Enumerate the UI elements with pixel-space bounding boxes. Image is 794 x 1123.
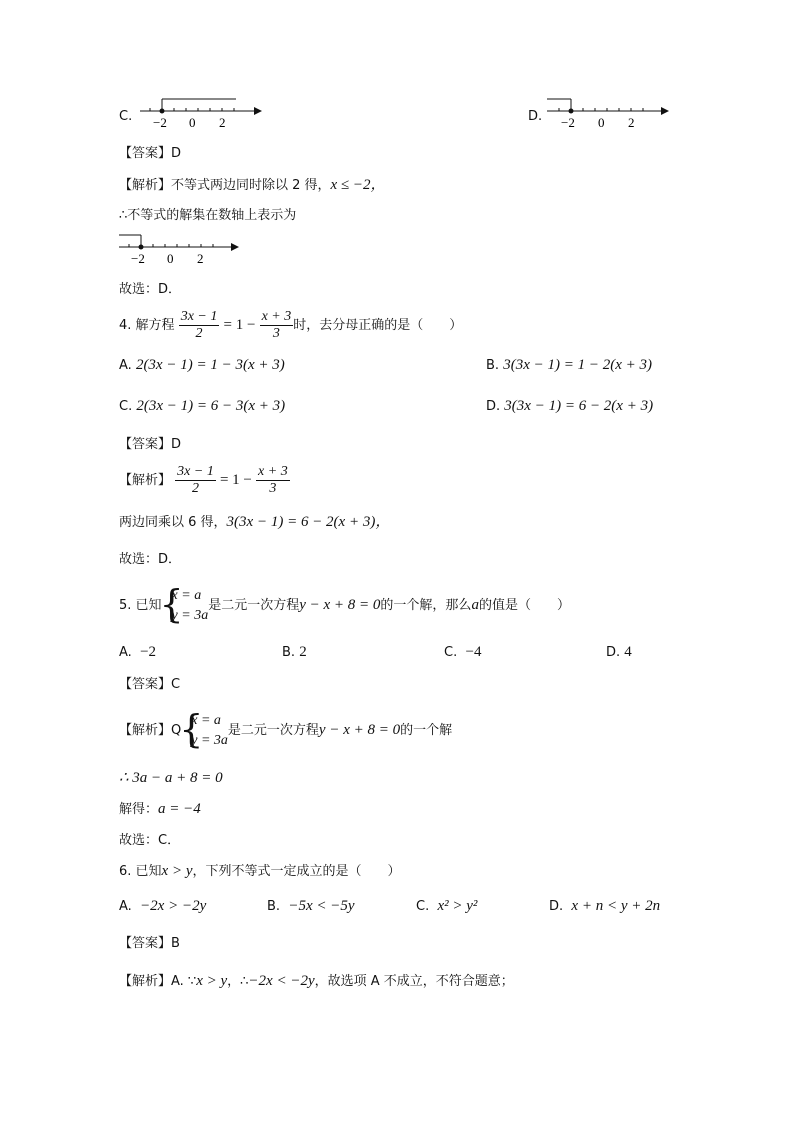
q4-analysis bbox=[119, 460, 290, 501]
option-label: B. bbox=[282, 645, 296, 660]
q6-stem-suffix: ，下列不等式一定成立的是（ ） bbox=[192, 864, 401, 879]
q4-analysis-fraction-1 bbox=[175, 464, 216, 497]
tick-label: −2 bbox=[561, 115, 575, 130]
q4-eq-mid: = 1 − bbox=[223, 317, 256, 333]
q3-choose: 故选：D． bbox=[119, 282, 182, 297]
q5-stem-suffix: 的值是（ ） bbox=[478, 598, 570, 613]
q5-line2 bbox=[119, 800, 201, 819]
q4-choose: 故选：D． bbox=[119, 552, 182, 567]
option-text: 2(3x − 1) = 1 − 3(x + 3) bbox=[135, 357, 285, 373]
q4-stem-prefix: 4. 解方程 bbox=[119, 318, 175, 333]
fraction-denominator: 2 bbox=[195, 326, 203, 341]
option-text: −2x > −2y bbox=[140, 898, 207, 914]
q4-analysis-eq-mid: = 1 − bbox=[219, 472, 252, 488]
system-line: { x = a bbox=[191, 712, 221, 728]
q4-stem-suffix: 时，去分母正确的是（ ） bbox=[293, 318, 463, 333]
q5-analysis-system bbox=[181, 711, 228, 751]
q3-answer: 【答案】D bbox=[119, 146, 182, 161]
option-label: C. bbox=[119, 399, 133, 414]
q4-option-a bbox=[119, 357, 285, 374]
q6-analysis bbox=[119, 972, 514, 991]
system-line: y = 3a bbox=[171, 607, 209, 623]
q4-option-c bbox=[119, 398, 285, 415]
q4-analysis-fraction-2 bbox=[256, 464, 290, 497]
option-text: x + n < y + 2n bbox=[571, 898, 661, 914]
number-line-c bbox=[140, 96, 265, 132]
q6-analysis-prefix: 【解析】A. ∵ bbox=[119, 974, 197, 989]
option-label: D. bbox=[606, 645, 621, 660]
q5-line2-math: a = −4 bbox=[158, 801, 201, 817]
q6-stem-prefix: 6. 已知 bbox=[119, 864, 162, 879]
option-text: 3(3x − 1) = 1 − 2(x + 3) bbox=[503, 357, 652, 373]
q5-option-b bbox=[282, 644, 307, 661]
option-label: B. bbox=[267, 899, 281, 914]
q5-line1 bbox=[119, 769, 223, 788]
option-text: −2 bbox=[140, 644, 157, 660]
q5-line1-math: ∴ 3a − a + 8 = 0 bbox=[119, 770, 223, 786]
fraction-denominator: 3 bbox=[272, 326, 280, 341]
q3-analysis-text: 【解析】不等式两边同时除以 2 得， bbox=[119, 178, 331, 193]
q6-option-a bbox=[119, 898, 206, 915]
q5-stem-var: a bbox=[471, 597, 479, 613]
fraction-denominator: 3 bbox=[269, 481, 277, 496]
q4-option-d bbox=[486, 398, 653, 415]
q5-analysis bbox=[119, 708, 452, 753]
option-text: 4 bbox=[624, 644, 632, 660]
tick-label: −2 bbox=[153, 115, 167, 130]
q3-analysis-math: x ≤ −2， bbox=[330, 177, 386, 193]
tick-label: 2 bbox=[219, 115, 226, 130]
option-text: −5x < −5y bbox=[288, 898, 355, 914]
option-label: A. bbox=[119, 645, 132, 660]
q5-equation-system bbox=[162, 586, 209, 626]
system-line: { x = a bbox=[171, 587, 202, 603]
option-label: C. bbox=[444, 645, 458, 660]
option-label: D. bbox=[549, 899, 564, 914]
q4-answer: 【答案】D bbox=[119, 437, 182, 452]
q4-fraction-1 bbox=[179, 309, 220, 342]
q6-option-b bbox=[267, 898, 355, 915]
number-line-answer bbox=[119, 232, 244, 268]
q5-answer: 【答案】C bbox=[119, 677, 181, 692]
q5-stem-prefix: 5. 已知 bbox=[119, 598, 162, 613]
option-label: B. bbox=[486, 358, 500, 373]
q6-option-c bbox=[416, 898, 477, 915]
tick-label: 0 bbox=[167, 251, 174, 266]
q6-analysis-math2: −2x < −2y bbox=[248, 973, 315, 989]
q5-stem bbox=[119, 583, 570, 628]
q3-option-c-label: C. bbox=[119, 109, 133, 124]
tick-label: −2 bbox=[131, 251, 145, 266]
q5-option-d bbox=[606, 644, 632, 661]
tick-label: 0 bbox=[189, 115, 196, 130]
q5-choose: 故选：C． bbox=[119, 833, 181, 848]
q4-fraction-2 bbox=[260, 309, 294, 342]
q5-analysis-equation: y − x + 8 = 0 bbox=[318, 722, 401, 738]
tick-label: 0 bbox=[598, 115, 605, 130]
option-text: 2(3x − 1) = 6 − 3(x + 3) bbox=[136, 398, 286, 414]
option-label: A. bbox=[119, 358, 132, 373]
q5-analysis-suffix: 的一个解 bbox=[400, 723, 453, 738]
option-label: A. bbox=[119, 899, 132, 914]
option-label: C. bbox=[416, 899, 430, 914]
q5-option-c bbox=[444, 644, 481, 661]
q5-analysis-label: 【解析】Q bbox=[119, 723, 182, 738]
q3-analysis bbox=[119, 176, 386, 195]
fraction-numerator: x + 3 bbox=[261, 309, 292, 324]
fraction-numerator: 3x − 1 bbox=[177, 464, 214, 479]
q5-option-a bbox=[119, 644, 156, 661]
q4-step bbox=[119, 513, 390, 532]
q6-analysis-suffix: ，故选项 A 不成立，不符合题意； bbox=[314, 974, 514, 989]
number-line-d bbox=[547, 96, 672, 132]
q6-analysis-mid: ，∴ bbox=[227, 974, 249, 989]
option-text: −4 bbox=[465, 644, 482, 660]
fraction-numerator: 3x − 1 bbox=[180, 309, 218, 324]
system-line: y = 3a bbox=[191, 732, 228, 748]
q6-stem-math: x > y bbox=[161, 863, 193, 879]
q6-stem bbox=[119, 862, 401, 881]
fraction-denominator: 2 bbox=[191, 481, 199, 496]
q4-step-text: 两边同乘以 6 得， bbox=[119, 515, 227, 530]
q5-stem-equation: y − x + 8 = 0 bbox=[299, 597, 381, 613]
option-text: 3(3x − 1) = 6 − 2(x + 3) bbox=[504, 398, 654, 414]
q4-option-b bbox=[486, 357, 652, 374]
tick-label: 2 bbox=[628, 115, 635, 130]
q4-analysis-label: 【解析】 bbox=[119, 473, 172, 488]
q5-stem-mid: 是二元一次方程 bbox=[208, 598, 300, 613]
q6-answer: 【答案】B bbox=[119, 936, 180, 951]
q3-option-d-label: D. bbox=[528, 109, 543, 124]
option-text: x² > y² bbox=[437, 898, 478, 914]
q5-analysis-mid: 是二元一次方程 bbox=[227, 723, 319, 738]
q4-stem bbox=[119, 305, 462, 346]
q6-analysis-math1: x > y bbox=[196, 973, 228, 989]
q4-step-math: 3(3x − 1) = 6 − 2(x + 3)， bbox=[226, 514, 391, 530]
option-label: D. bbox=[486, 399, 501, 414]
fraction-numerator: x + 3 bbox=[258, 464, 288, 479]
q6-option-d bbox=[549, 898, 660, 915]
q5-line2-prefix: 解得： bbox=[119, 802, 159, 817]
q5-stem-mid2: 的一个解，那么 bbox=[380, 598, 472, 613]
tick-label: 2 bbox=[197, 251, 204, 266]
q3-therefore: ∴不等式的解集在数轴上表示为 bbox=[119, 208, 297, 223]
option-text: 2 bbox=[299, 644, 307, 660]
